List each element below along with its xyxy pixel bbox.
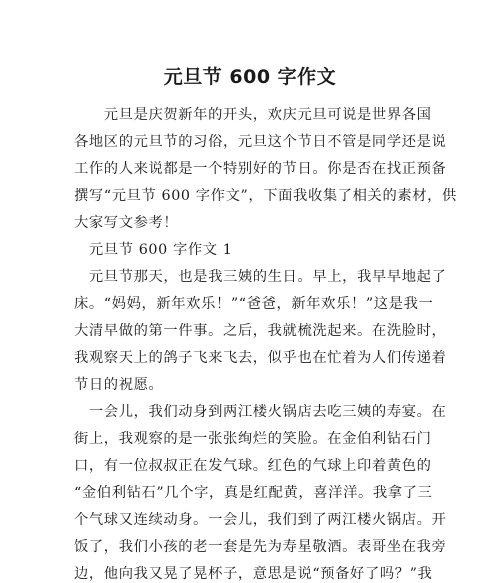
paragraph-line: 饭了，我们小孩的老一套是先为寿星敬酒。表哥坐在我旁 <box>74 539 447 555</box>
paragraph-line: 口，有一位叔叔正在发气球。红色的气球上印着黄色的 <box>74 458 432 474</box>
paragraph-line: 各地区的元旦节的习俗，元旦这个节日不管是同学还是说 <box>74 134 447 150</box>
paragraph-line: 我观察天上的鸽子飞来飞去，似乎也在忙着为人们传递着 <box>74 350 447 366</box>
paragraph-line: 元旦节那天，也是我三姨的生日。早上，我早早地起了 <box>74 269 447 285</box>
paragraph-line: 大清早做的第一件事。之后，我就梳洗起来。在洗脸时， <box>74 323 447 339</box>
paragraph-line: 边，他向我又晃了晃杯子，意思是说“预备好了吗？”我 <box>74 566 433 582</box>
paragraph-line: 节日的祝愿。 <box>74 377 164 393</box>
paragraph-line: 一会儿，我们动身到两江楼火锅店去吃三姨的寿宴。在 <box>74 404 447 420</box>
section-heading: 元旦节 600 字作文 1 <box>74 242 233 258</box>
paragraph-line: 元旦是庆贺新年的开头，欢庆元旦可说是世界各国 <box>74 107 432 123</box>
paragraph-line: 撰写“元旦节 600 字作文”，下面我收集了相关的素材，供 <box>74 188 457 204</box>
paragraph-line: “金伯利钻石”几个字，真是红配黄，喜洋洋。我拿了三 <box>74 485 433 501</box>
paragraph-line: 大家写文参考！ <box>74 215 179 231</box>
paragraph-line: 街上，我观察的是一张张绚烂的笑脸。在金伯利钻石门 <box>74 431 432 447</box>
paragraph-line: 工作的人来说都是一个特别好的节日。你是否在找正预备 <box>74 161 447 177</box>
document-title: 元旦节 600 字作文 <box>163 66 337 88</box>
paragraph-line: 床。“妈妈，新年欢乐！”“爸爸，新年欢乐！”这是我一 <box>74 296 434 312</box>
paragraph-line: 个气球又连续动身。一会儿，我们到了两江楼火锅店。开 <box>74 512 447 528</box>
